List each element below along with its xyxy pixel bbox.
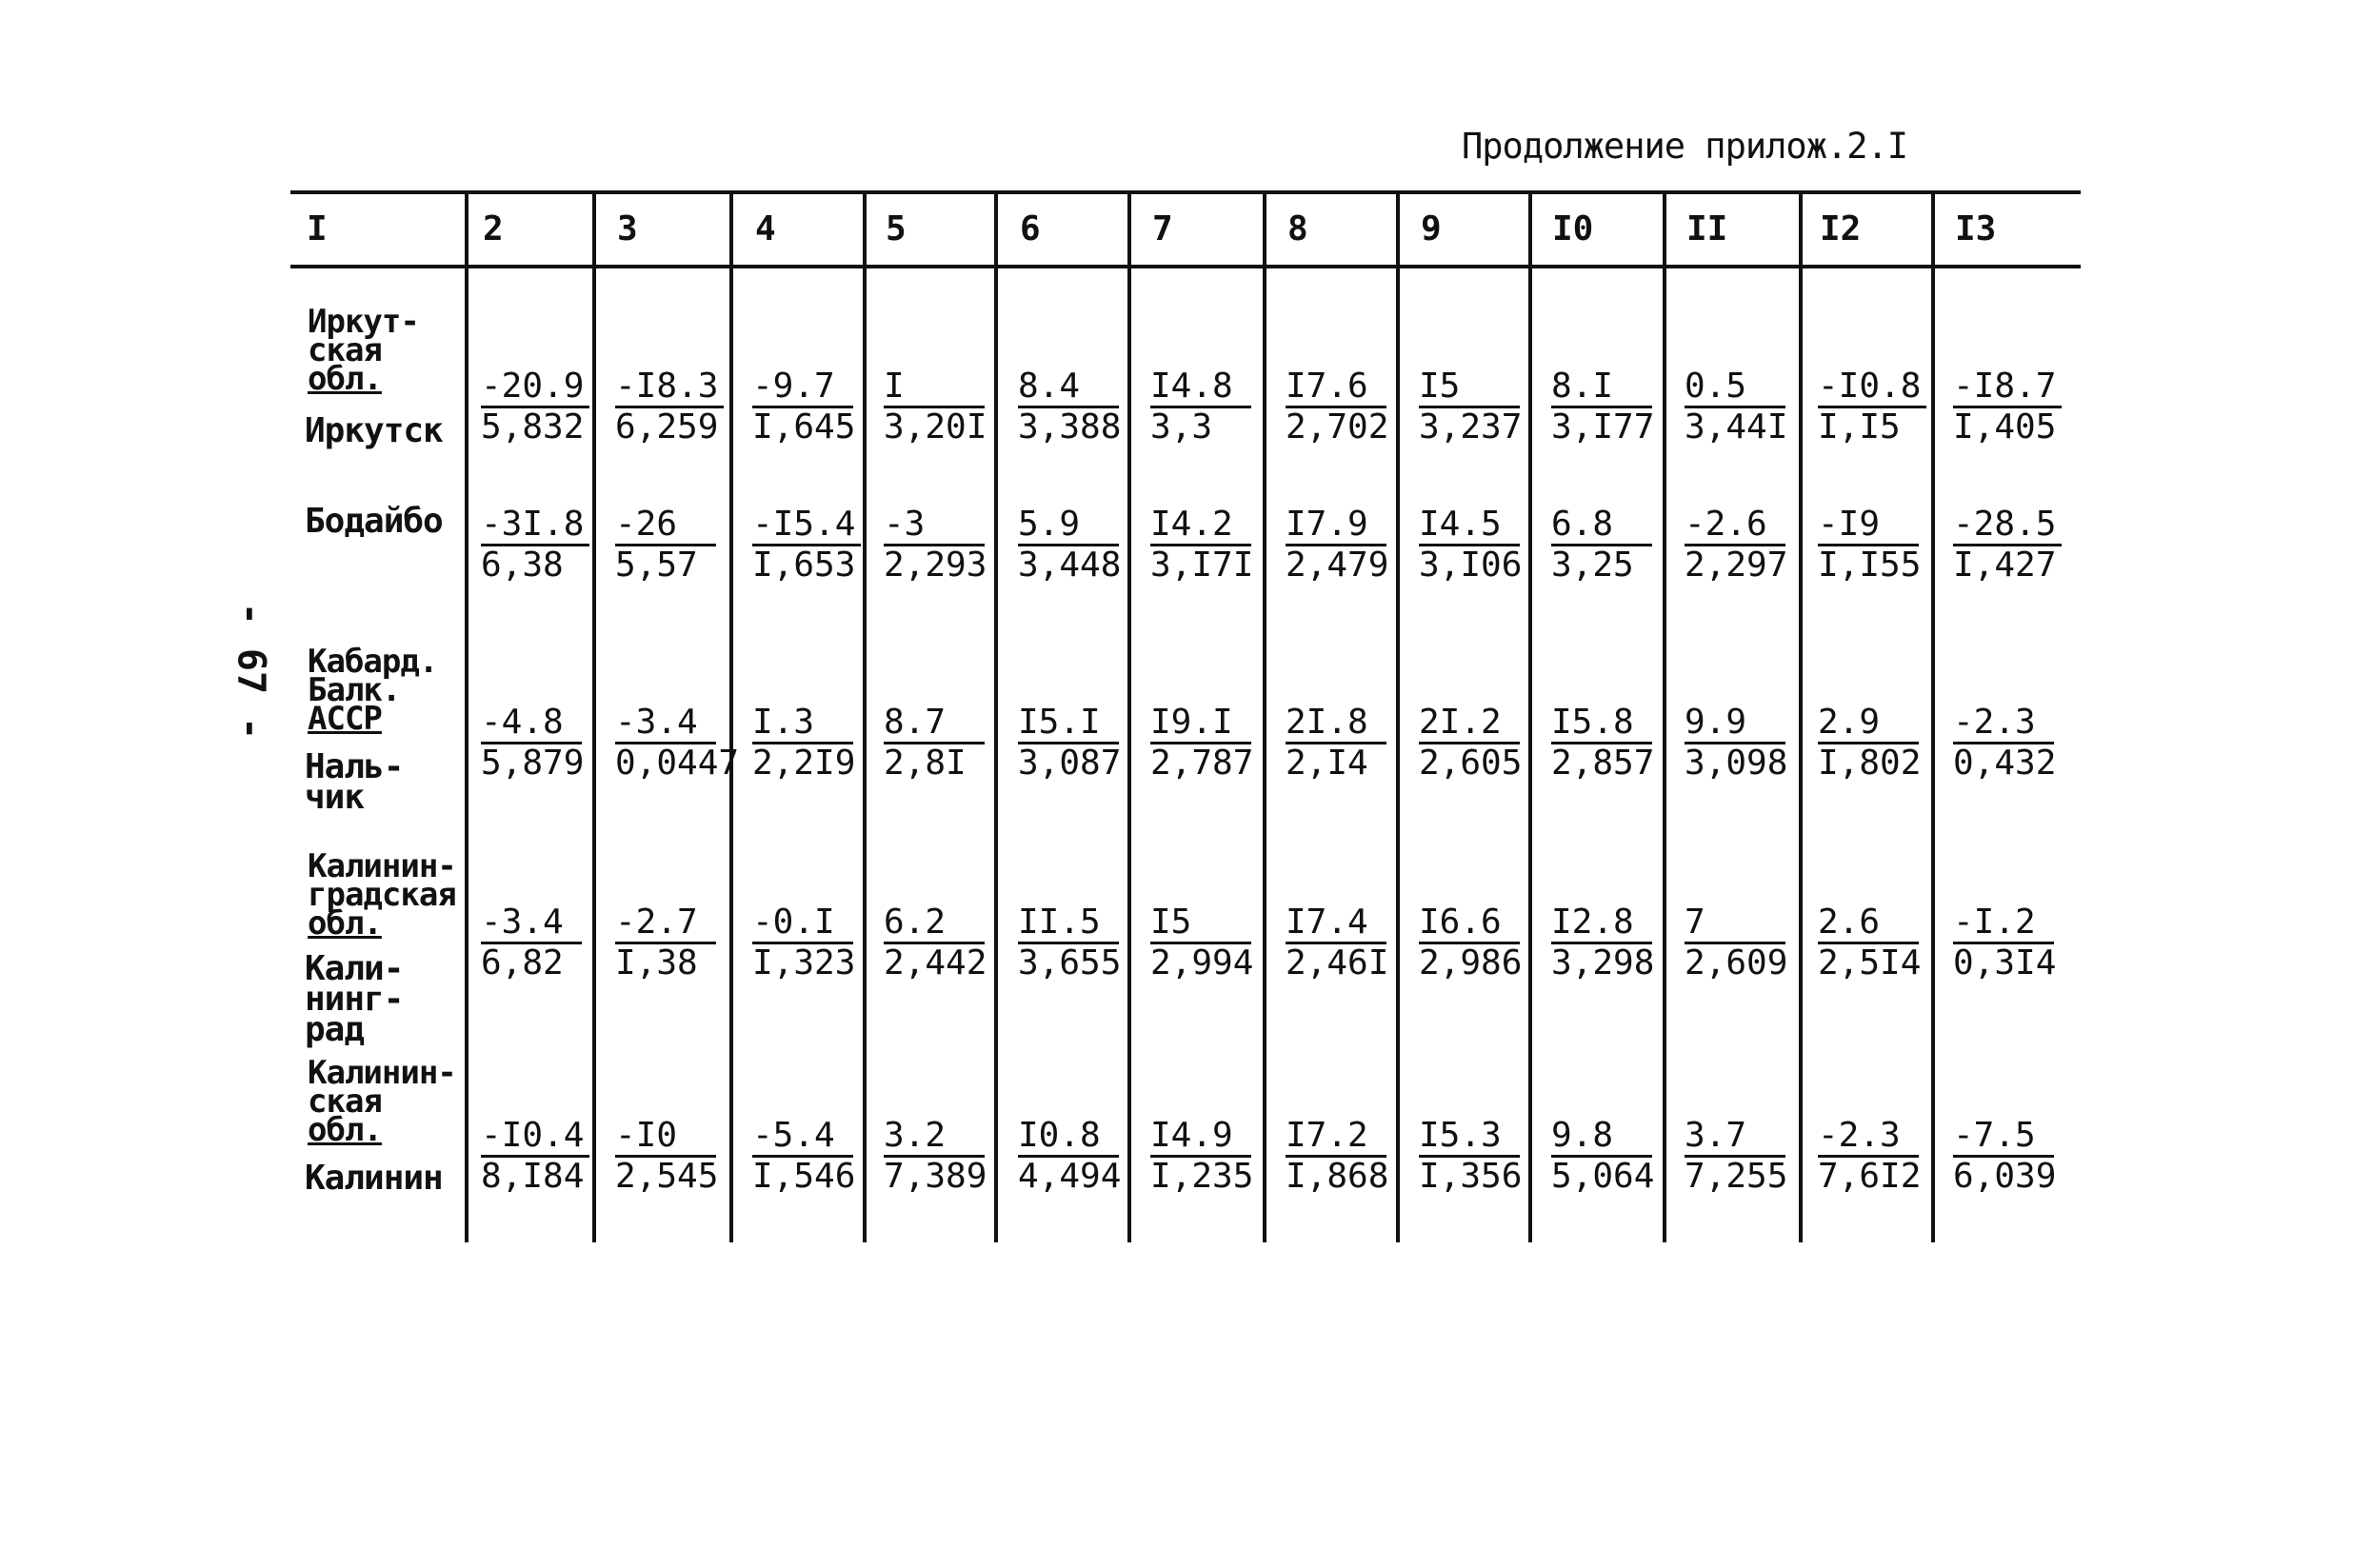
cell-numerator: 6.8 [1551, 506, 1652, 546]
table-cell [752, 903, 855, 982]
cell-numerator: -9.7 [752, 367, 853, 408]
cell-numerator: I7.4 [1286, 903, 1386, 944]
cell-numerator: 5.9 [1018, 506, 1119, 546]
cell-numerator: I6.6 [1419, 903, 1520, 944]
table-cell [1018, 367, 1121, 447]
cell-denominator: 2,8I [884, 744, 967, 783]
column-divider [465, 190, 469, 1242]
table-cell [1286, 704, 1386, 783]
table-cell [884, 506, 987, 585]
column-divider [592, 190, 596, 1242]
cell-denominator: 4,494 [1018, 1157, 1122, 1196]
table-top-rule [290, 190, 2081, 194]
column-divider [1396, 190, 1400, 1242]
cell-numerator: -4.8 [481, 704, 582, 744]
cell-numerator: I5.3 [1419, 1117, 1520, 1158]
cell-numerator: -2.3 [1818, 1117, 1919, 1158]
table-cell [1818, 903, 1921, 982]
cell-denominator: 2,46I [1286, 943, 1389, 982]
cell-numerator: I5.8 [1551, 704, 1652, 744]
cell-numerator: 6.2 [884, 903, 985, 944]
cell-numerator: 9.9 [1685, 704, 1785, 744]
cell-denominator: 8,I84 [481, 1157, 585, 1196]
table-cell [481, 1117, 589, 1196]
cell-numerator: I4.5 [1419, 506, 1520, 546]
cell-numerator: 0.5 [1685, 367, 1785, 408]
table-cell [1018, 506, 1121, 585]
cell-numerator: I.3 [752, 704, 853, 744]
cell-denominator: 6,259 [615, 407, 719, 447]
table-cell [481, 367, 589, 447]
page-number: - 67 - [229, 602, 272, 741]
table-cell [1419, 1117, 1522, 1196]
table-cell [481, 506, 589, 585]
city-label: Бодайбо [305, 502, 443, 541]
cell-numerator: 8.I [1551, 367, 1652, 408]
cell-denominator: 3,I77 [1551, 407, 1655, 447]
table-cell [1685, 367, 1787, 447]
table-cell [1818, 704, 1921, 783]
cell-denominator: 2,I4 [1286, 744, 1368, 783]
column-divider [994, 190, 998, 1242]
cell-denominator: 3,655 [1018, 943, 1122, 982]
table-cell [884, 1117, 987, 1196]
table-cell [1286, 903, 1388, 982]
cell-numerator: -I5.4 [752, 506, 861, 546]
table-cell [1286, 367, 1388, 447]
cell-numerator: I [884, 367, 985, 408]
table-cell [1685, 1117, 1787, 1196]
cell-denominator: I,868 [1286, 1157, 1389, 1196]
column-header-10: I0 [1552, 209, 1594, 248]
cell-denominator: 2,5I4 [1818, 943, 1922, 982]
cell-denominator: I,645 [752, 407, 856, 447]
cell-denominator: 2,297 [1685, 546, 1788, 585]
cell-numerator: -20.9 [481, 367, 589, 408]
column-divider [1263, 190, 1266, 1242]
table-cell [1953, 704, 2056, 783]
table-cell [884, 903, 987, 982]
cell-denominator: I,38 [615, 943, 698, 982]
table-cell [1419, 506, 1522, 585]
table-cell [481, 903, 582, 982]
cell-denominator: 3,I7I [1150, 546, 1254, 585]
cell-numerator: 2.6 [1818, 903, 1919, 944]
table-cell [752, 367, 855, 447]
cell-denominator: 0,3I4 [1953, 943, 2057, 982]
table-cell [1551, 506, 1652, 585]
cell-denominator: 3,237 [1419, 407, 1523, 447]
column-divider [1931, 190, 1935, 1242]
table-cell [1685, 903, 1787, 982]
cell-denominator: 2,442 [884, 943, 987, 982]
cell-numerator: I5 [1419, 367, 1520, 408]
table-cell [1953, 506, 2062, 585]
table-cell [1818, 506, 1921, 585]
column-divider [1799, 190, 1803, 1242]
table-cell [752, 506, 861, 585]
cell-numerator: -3 [884, 506, 985, 546]
cell-numerator: -3I.8 [481, 506, 589, 546]
column-header-6: 6 [1020, 209, 1041, 248]
city-label: Наль- чик [305, 747, 404, 817]
table-cell [615, 704, 739, 783]
table-cell [1286, 506, 1388, 585]
cell-numerator: 3.2 [884, 1117, 985, 1158]
cell-denominator: I,356 [1419, 1157, 1523, 1196]
table-cell [615, 1117, 718, 1196]
cell-denominator: I,802 [1818, 744, 1922, 783]
cell-numerator: -I9 [1818, 506, 1919, 546]
cell-numerator: 3.7 [1685, 1117, 1785, 1158]
column-header-2: 2 [483, 209, 504, 248]
cell-numerator: I4.9 [1150, 1117, 1251, 1158]
cell-denominator: 2,545 [615, 1157, 719, 1196]
cell-numerator: 2I.2 [1419, 704, 1520, 744]
cell-denominator: 3,25 [1551, 546, 1634, 585]
cell-denominator: I,653 [752, 546, 856, 585]
column-divider [1663, 190, 1666, 1242]
cell-denominator: I,405 [1953, 407, 2057, 447]
city-label: Кали- нинг- рад [305, 949, 404, 1049]
table-cell [884, 367, 987, 447]
cell-denominator: I,427 [1953, 546, 2057, 585]
table-cell [884, 704, 985, 783]
cell-denominator: I,546 [752, 1157, 856, 1196]
cell-numerator: -I0 [615, 1117, 716, 1158]
region-label: Калинин- градская обл. [308, 847, 456, 943]
cell-denominator: 7,255 [1685, 1157, 1788, 1196]
cell-numerator: -I8.3 [615, 367, 724, 408]
column-header-5: 5 [886, 209, 907, 248]
cell-denominator: I,I5 [1818, 407, 1901, 447]
table-cell [615, 903, 716, 982]
cell-numerator: -28.5 [1953, 506, 2062, 546]
table-cell [1419, 367, 1522, 447]
table-cell [1018, 903, 1121, 982]
column-header-4: 4 [755, 209, 776, 248]
cell-numerator: 7 [1685, 903, 1785, 944]
cell-denominator: 2,787 [1150, 744, 1254, 783]
table-cell [1419, 704, 1522, 783]
table-cell [1551, 367, 1654, 447]
cell-denominator: 0,432 [1953, 744, 2057, 783]
cell-denominator: 0,0447 [615, 744, 740, 783]
table-cell [1150, 367, 1251, 447]
cell-numerator: -2.3 [1953, 704, 2054, 744]
cell-numerator: -26 [615, 506, 716, 546]
table-cell [481, 704, 584, 783]
cell-numerator: 8.4 [1018, 367, 1119, 408]
cell-denominator: 2,857 [1551, 744, 1655, 783]
cell-numerator: I0.8 [1018, 1117, 1119, 1158]
table-cell [1018, 1117, 1121, 1196]
cell-denominator: 5,064 [1551, 1157, 1655, 1196]
cell-numerator: -3.4 [481, 903, 582, 944]
table-cell [1150, 1117, 1253, 1196]
table-cell [1018, 704, 1121, 783]
cell-numerator: -5.4 [752, 1117, 853, 1158]
cell-numerator: I5 [1150, 903, 1251, 944]
cell-numerator: -7.5 [1953, 1117, 2054, 1158]
cell-denominator: 3,448 [1018, 546, 1122, 585]
column-header-7: 7 [1152, 209, 1173, 248]
cell-denominator: 6,38 [481, 546, 564, 585]
cell-numerator: I7.2 [1286, 1117, 1386, 1158]
table-cell [615, 367, 724, 447]
cell-numerator: -2.6 [1685, 506, 1785, 546]
cell-denominator: 2,986 [1419, 943, 1523, 982]
column-header-1: I [307, 209, 328, 248]
cell-numerator: I5.I [1018, 704, 1119, 744]
cell-denominator: 3,098 [1685, 744, 1788, 783]
cell-denominator: 2,994 [1150, 943, 1254, 982]
table-cell [1685, 704, 1787, 783]
table-cell [1818, 1117, 1921, 1196]
cell-denominator: I,I55 [1818, 546, 1922, 585]
column-header-12: I2 [1820, 209, 1862, 248]
cell-numerator: 9.8 [1551, 1117, 1652, 1158]
cell-numerator: 2.9 [1818, 704, 1919, 744]
column-divider [863, 190, 867, 1242]
table-cell [1818, 367, 1926, 447]
column-divider [1528, 190, 1532, 1242]
column-header-13: I3 [1955, 209, 1997, 248]
column-header-11: II [1686, 209, 1728, 248]
table-cell [1551, 903, 1654, 982]
cell-denominator: I,323 [752, 943, 856, 982]
cell-denominator: 7,6I2 [1818, 1157, 1922, 1196]
cell-numerator: -2.7 [615, 903, 716, 944]
column-header-3: 3 [617, 209, 638, 248]
table-cell [1685, 506, 1787, 585]
table-cell [1953, 903, 2056, 982]
cell-denominator: 5,57 [615, 546, 698, 585]
table-cell [1419, 903, 1522, 982]
cell-numerator: I7.9 [1286, 506, 1386, 546]
cell-numerator: I4.8 [1150, 367, 1251, 408]
cell-denominator: 5,879 [481, 744, 585, 783]
cell-denominator: 2,293 [884, 546, 987, 585]
cell-numerator: -I0.8 [1818, 367, 1926, 408]
cell-numerator: I7.6 [1286, 367, 1386, 408]
column-divider [1127, 190, 1131, 1242]
cell-denominator: 3,087 [1018, 744, 1122, 783]
table-cell [1150, 903, 1253, 982]
cell-numerator: 2I.8 [1286, 704, 1386, 744]
region-label: Иркут- ская обл. [308, 303, 419, 398]
cell-numerator: I9.I [1150, 704, 1251, 744]
cell-numerator: -0.I [752, 903, 853, 944]
cell-denominator: 6,039 [1953, 1157, 2057, 1196]
cell-numerator: -I0.4 [481, 1117, 589, 1158]
cell-denominator: 7,389 [884, 1157, 987, 1196]
table-cell [1953, 1117, 2056, 1196]
table-cell [1150, 704, 1253, 783]
cell-numerator: I2.8 [1551, 903, 1652, 944]
cell-denominator: 3,20I [884, 407, 987, 447]
cell-denominator: 6,82 [481, 943, 564, 982]
column-header-8: 8 [1287, 209, 1308, 248]
cell-numerator: II.5 [1018, 903, 1119, 944]
table-cell [615, 506, 716, 585]
region-label: Кабард. Балк. АССР [308, 643, 438, 738]
cell-denominator: 2,609 [1685, 943, 1788, 982]
cell-denominator: 5,832 [481, 407, 585, 447]
region-label: Калинин- ская обл. [308, 1054, 456, 1149]
cell-denominator: 3,388 [1018, 407, 1122, 447]
cell-numerator: I4.2 [1150, 506, 1251, 546]
cell-numerator: -3.4 [615, 704, 716, 744]
table-cell [1286, 1117, 1388, 1196]
table-cell [1551, 1117, 1654, 1196]
table-cell [1953, 367, 2062, 447]
column-header-9: 9 [1421, 209, 1442, 248]
cell-numerator: -I.2 [1953, 903, 2054, 944]
cell-numerator: 8.7 [884, 704, 985, 744]
header-bottom-rule [290, 265, 2081, 268]
city-label: Иркутск [305, 411, 443, 450]
cell-denominator: I,235 [1150, 1157, 1254, 1196]
cell-denominator: 2,605 [1419, 744, 1523, 783]
cell-denominator: 2,702 [1286, 407, 1389, 447]
cell-denominator: 3,44I [1685, 407, 1788, 447]
cell-denominator: 3,I06 [1419, 546, 1523, 585]
table-cell [752, 704, 855, 783]
city-label: Калинин [305, 1159, 443, 1198]
table-cell [1150, 506, 1253, 585]
table-cell [1551, 704, 1654, 783]
cell-denominator: 2,479 [1286, 546, 1389, 585]
cell-denominator: 2,2I9 [752, 744, 856, 783]
table-caption: Продолжение прилож.2.I [1462, 126, 1908, 167]
cell-numerator: -I8.7 [1953, 367, 2062, 408]
table-cell [752, 1117, 855, 1196]
cell-denominator: 3,298 [1551, 943, 1655, 982]
cell-denominator: 3,3 [1150, 407, 1213, 447]
